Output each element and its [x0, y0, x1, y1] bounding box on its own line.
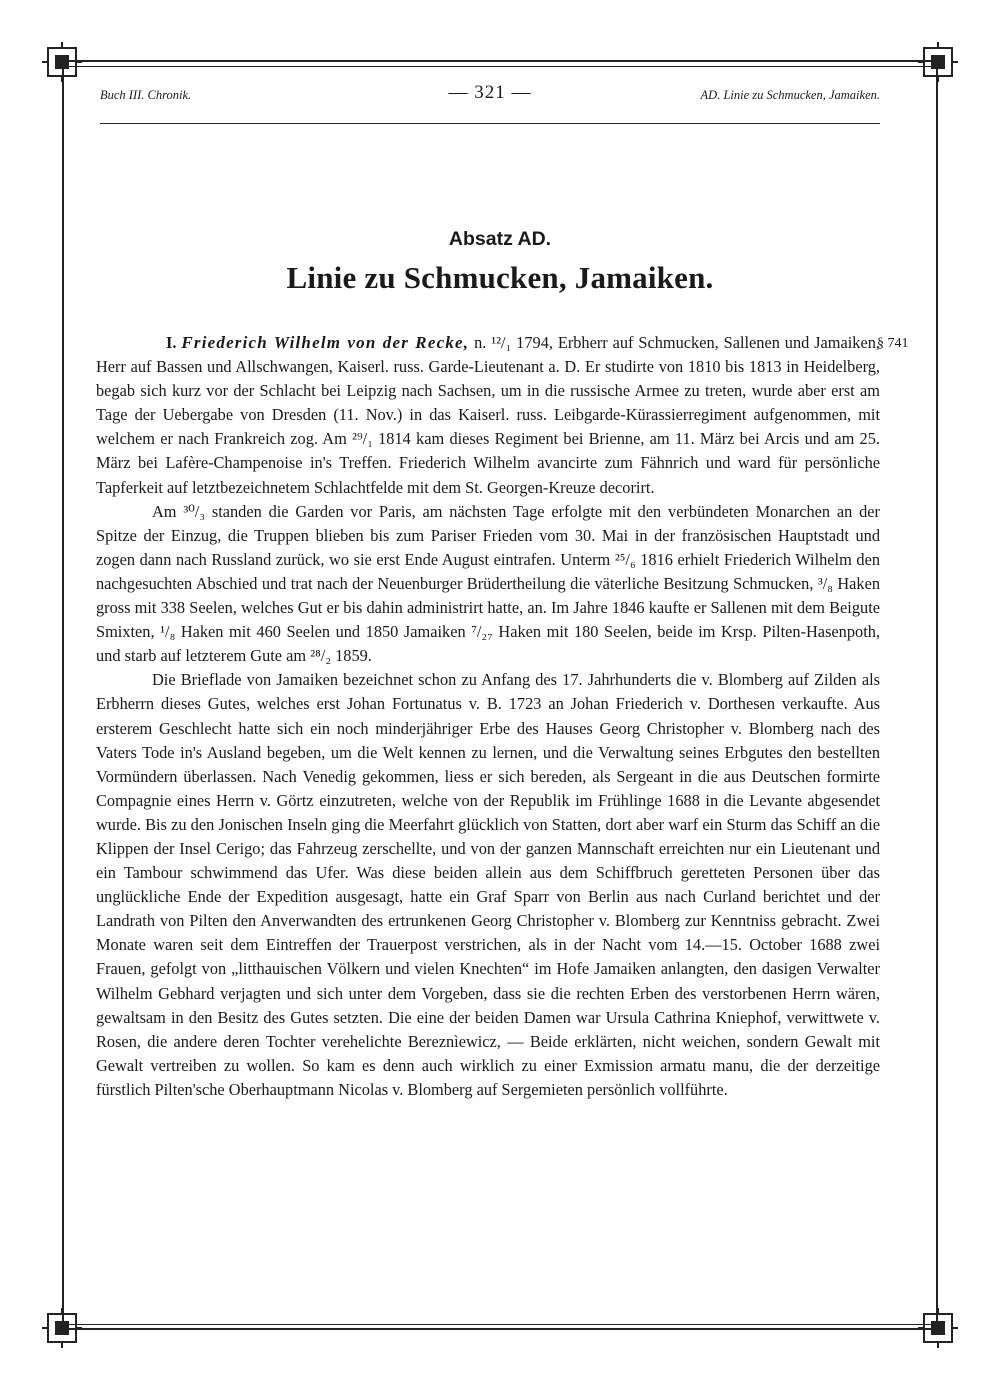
- page-number: — 321 —: [448, 82, 532, 103]
- frame-left-rule: [62, 62, 64, 1328]
- paragraph-2: Am ³⁰/₃ standen die Garden vor Paris, am nächsten Tage erfolgte mit den verbündeten Monarchen an der Spitze der Einzug, die Truppen blieben bis zum Pariser Frieden vom 30. Mai in der französischen Hauptstadt und zogen dann nach Russland zurück, wo sie erst Ende August eintrafen. Unterm ²⁵/₆ 1816 erhielt Friederich Wilhelm den nachgesuchten Abschied und trat nach der Neuenburger Brüdertheilung die väterliche Besitzung Schmucken, ³/₈ Haken gross mit 338 Seelen, welches Gut er bis dahin administrirt hatte, an. Im Jahre 1846 kaufte er Sallenen mit dem Beigute Smixten, ¹/₈ Haken mit 460 Seelen und 1850 Jamaiken ⁷/₂₇ Haken mit 180 Seelen, beide im Krsp. Pilten-Hasenpoth, und starb auf letzterem Gute am ²⁸/₂ 1859.: [96, 501, 880, 666]
- running-header: [100, 84, 880, 108]
- paragraph-1-text: n. ¹²/₁ 1794, Erbherr auf Schmucken, Sallenen und Jamaiken, Herr auf Bassen und Allschwangen, Kaiserl. russ. Garde-Lieutenant a. D. Er studirte von 1810 bis 1813 in Heidelberg, begab sich kurz vor der Schlacht bei Leipzig nach Sachsen, um in die russische Armee zu treten, wurde aber erst am Tage der Uebergabe von Dresden (11. Nov.) in das Kaiserl. russ. Leibgarde-Kürassierregiment aufgenommen, mit welchem er nach Frankreich zog. Am ²⁹/₁ 1814 kam dieses Regiment bei Brienne, am 11. März bei Arcis und am 25. März bei Lafère-Champenoise in's Treffen. Friederich Wilhelm avancirte zum Fähnrich und ward für persönliche Tapferkeit auf letztbezeichnetem Schlachtfelde mit dem St. Georgen-Kreuze decorirt.: [96, 333, 880, 497]
- frame-right-rule: [936, 62, 938, 1328]
- section-title: Linie zu Schmucken, Jamaiken.: [286, 260, 714, 295]
- corner-ornament-bottom-right: [916, 1306, 960, 1350]
- person-name: Friederich Wilhelm von der Recke,: [181, 333, 470, 352]
- paragraph-3: Die Brieflade von Jamaiken bezeichnet schon zu Anfang des 17. Jahrhunderts die v. Blomberg auf Zilden als Erbherrn dieses Gutes, welches erst Johan Fortunatus v. B. 1723 an Johan Friederich v. Dorthesen verkaufte. Aus ersterem Geschlecht hatte sich ein noch minderjähriger Erbe des Hauses Georg Christopher v. Blomberg nach des Vaters Tode in's Ausland begeben, um die Welt kennen zu lernen, und die Verwaltung seines Erbgutes den bestellten Vormündern überlassen. Nach Venedig gekommen, liess er sich bereden, als Sergeant in die aus Deutschen formirte Compagnie eines Herrn v. Görtz einzutreten, welche von der Republik im Frühlinge 1688 in die Levante abgesendet wurde. Bis zu den Jonischen Inseln ging die Meerfahrt glücklich von Statten, dort aber warf ein Sturm das Schiff an die Klippen der Insel Cerigo; das Fahrzeug zerschellte, und von der ganzen Mannschaft erreichten nur ein Lieutenant und ein Tambour schwimmend das Ufer. Was diese beiden allein aus dem Schiffbruch geretteten Personen über das unglückliche Ende der Expedition ausgesagt, hatte ein Graf Sparr von Berlin aus nach Curland berichtet und der Landrath von Pilten den Anverwandten des ertrunkenen Georg Christopher v. Blomberg zur Kenntniss gebracht. Zwei Monate waren seit dem Eintreffen der Trauerpost verstrichen, als in der Nacht vom 14.—15. October 1688 zwei Frauen, gefolgt von „litthauischen Völkern und vielen Knechten“ im Hofe Jamaiken anlangten, den dasigen Verwalter Wilhelm Gebhard verjagten und sich unter dem Vorgeben, dass sie die rechten Erben des verstorbenen Herrn wären, gewaltsam in den Besitz des Gutes setzten. Die eine der beiden Damen war Ursula Cathrina Kniephof, verwittwete v. Rosen, die andere deren Tochter verehelichte Bereznìewicz, — Beide erklärten, nicht weichen, sondern Gewalt mit Gewalt vertreiben zu wollen. So kam es denn auch wirklich zu einer Exmission armatu manu, die der derzeitige fürstlich Pilten'sche Oberhauptmann Nicolas v. Blomberg auf Sergemieten persönlich vollführte.: [96, 670, 880, 1099]
- frame-top-rule: [62, 60, 938, 62]
- frame-inner-top-rule: [66, 66, 934, 67]
- corner-ornament-top-left: [40, 40, 84, 84]
- frame-bottom-rule: [62, 1328, 938, 1330]
- frame-inner-bottom-rule: [66, 1324, 934, 1325]
- header-right: AD. Linie zu Schmucken, Jamaiken.: [700, 88, 880, 102]
- section-label: Absatz AD.: [448, 228, 552, 250]
- entry-number: I.: [166, 333, 177, 352]
- header-left: Buch III. Chronik.: [100, 88, 192, 102]
- body-text: [96, 331, 880, 1102]
- corner-ornament-top-right: [916, 40, 960, 84]
- margin-note: § 741: [877, 336, 909, 351]
- corner-ornament-bottom-left: [40, 1306, 84, 1350]
- header-rule: [100, 123, 880, 124]
- paragraph-1: [96, 331, 880, 500]
